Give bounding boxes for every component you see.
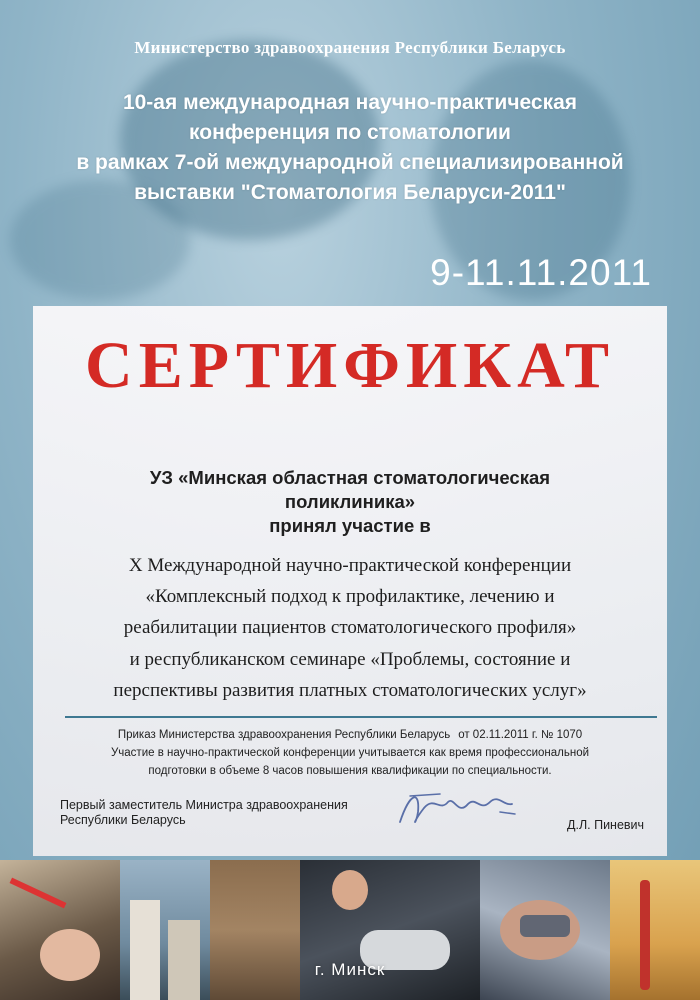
ministry-name: Министерство здравоохранения Республики Беларусь xyxy=(134,38,566,57)
order-note-line: подготовки в объеме 8 часов повышения квалификации по специальности. xyxy=(148,765,552,777)
recipient-organization xyxy=(0,466,700,538)
event-description xyxy=(40,550,660,706)
conference-title-line: в рамках 7-ой международной специализированной xyxy=(76,151,624,174)
signer-position-line: Первый заместитель Министра здравоохранения xyxy=(60,798,348,812)
handwritten-signature xyxy=(380,782,530,832)
conference-title xyxy=(0,88,700,208)
event-line: «Комплексный подход к профилактике, лечению и xyxy=(145,586,555,608)
event-line: реабилитации пациентов стоматологического профиля» xyxy=(123,617,577,639)
signer-position xyxy=(60,798,348,828)
recipient-line: поликлиника» xyxy=(284,491,416,512)
order-note-line: Участие в научно-практической конференции учитывается как время профессиональной xyxy=(110,747,590,759)
conference-title-line: выставки "Стоматология Беларуси-2011" xyxy=(134,181,566,204)
signer-name: Д.Л. Пиневич xyxy=(567,818,645,832)
order-date-number: от 02.11.2011 г. № 1070 xyxy=(458,729,583,741)
divider-line xyxy=(65,716,657,718)
order-line xyxy=(0,726,700,744)
event-line: перспективы развития платных стоматологических услуг» xyxy=(113,679,587,701)
order-reference xyxy=(0,726,700,780)
recipient-line: УЗ «Минская областная стоматологическая xyxy=(149,467,551,488)
city-name: г. Минск xyxy=(314,960,386,979)
conference-dates: 9-11.11.2011 xyxy=(430,252,652,293)
event-line: X Международной научно-практической конференции xyxy=(128,555,572,576)
recipient-line: принял участие в xyxy=(269,515,431,536)
signer-position-line: Республики Беларусь xyxy=(60,813,186,827)
conference-title-line: 10-ая международная научно-практическая xyxy=(122,91,578,114)
event-line: и республиканском семинаре «Проблемы, состояние и xyxy=(129,648,571,670)
conference-title-line: конференция по стоматологии xyxy=(189,121,511,144)
order-text: Приказ Министерства здравоохранения Республики Беларусь xyxy=(117,729,451,741)
certificate-title: СЕРТИФИКАТ xyxy=(85,329,615,402)
